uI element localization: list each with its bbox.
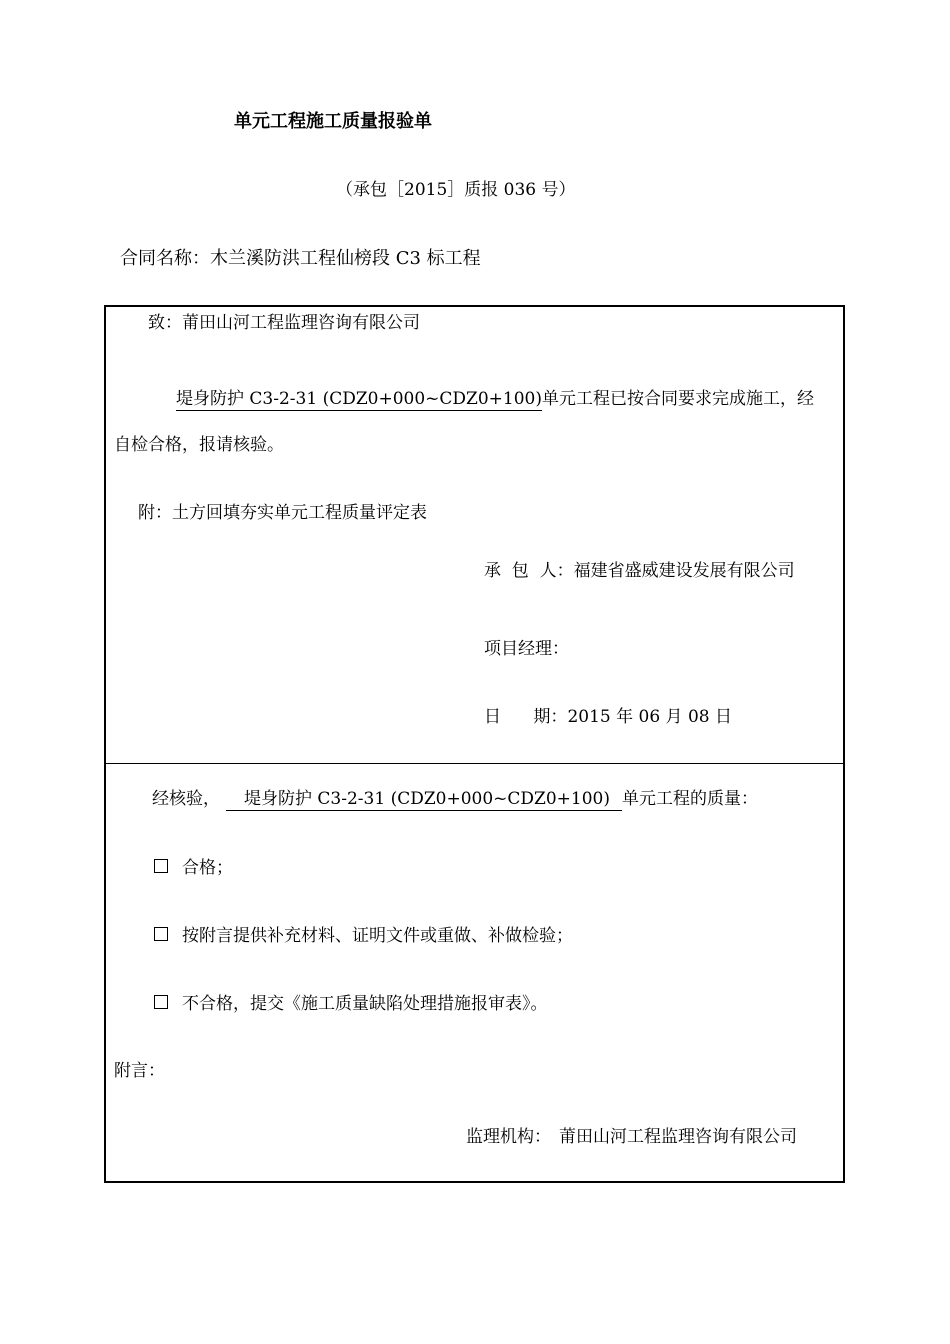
to-label: 致： [148, 313, 182, 333]
report-form [104, 305, 845, 1183]
option-label: 合格； [182, 858, 233, 878]
review-suffix: 单元工程的质量： [622, 789, 758, 809]
pass-checkbox[interactable] [154, 859, 168, 873]
statement-line-2: 自检合格，报请核验。 [114, 435, 284, 455]
attachment-label: 附： [138, 503, 172, 523]
contractor-line [484, 563, 795, 580]
date-line [484, 709, 732, 726]
contractor-label: 承 包 人： [484, 561, 574, 581]
date-label: 日 期： [484, 707, 568, 727]
manager-label: 项目经理： [484, 639, 569, 659]
note-label: 附言： [114, 1061, 165, 1081]
supervisor-label: 监理机构： [466, 1127, 551, 1147]
statement-line [176, 391, 814, 411]
manager-line [484, 641, 569, 658]
attachment-name: 土方回填夯实单元工程质量评定表 [172, 503, 427, 523]
contractor-name: 福建省盛威建设发展有限公司 [573, 561, 795, 581]
review-prefix: 经核验， [152, 789, 220, 809]
contract-label: 合同名称： [120, 248, 210, 269]
review-unit-field[interactable]: 堤身防护 C3-2-31 (CDZ0+000~CDZ0+100) [226, 791, 622, 811]
section-divider [106, 763, 843, 764]
supplement-checkbox[interactable] [154, 927, 168, 941]
serial-number: （承包［2015］质报 036 号） [336, 180, 576, 200]
fail-checkbox[interactable] [154, 995, 168, 1009]
option-supplement [154, 927, 573, 945]
supervisor-line [466, 1129, 797, 1146]
supervisor-name: 莆田山河工程监理咨询有限公司 [559, 1127, 797, 1147]
unit-name-field[interactable]: 堤身防护 C3-2-31 (CDZ0+000~CDZ0+100) [176, 389, 542, 409]
statement-tail: 单元工程已按合同要求完成施工，经 [542, 389, 814, 409]
option-pass [154, 859, 233, 877]
option-label: 按附言提供补充材料、证明文件或重做、补做检验； [182, 926, 573, 946]
review-line [152, 791, 758, 811]
attachment-line [138, 505, 427, 522]
option-fail [154, 995, 548, 1013]
page-title: 单元工程施工质量报验单 [234, 111, 432, 132]
to-org: 莆田山河工程监理咨询有限公司 [182, 313, 420, 333]
contract-line [120, 250, 481, 268]
contract-name: 木兰溪防洪工程仙榜段 C3 标工程 [210, 248, 481, 269]
addressee-line [148, 315, 420, 332]
date-value: 2015 年 06 月 08 日 [567, 707, 732, 727]
option-label: 不合格，提交《施工质量缺陷处理措施报审表》。 [182, 994, 548, 1014]
